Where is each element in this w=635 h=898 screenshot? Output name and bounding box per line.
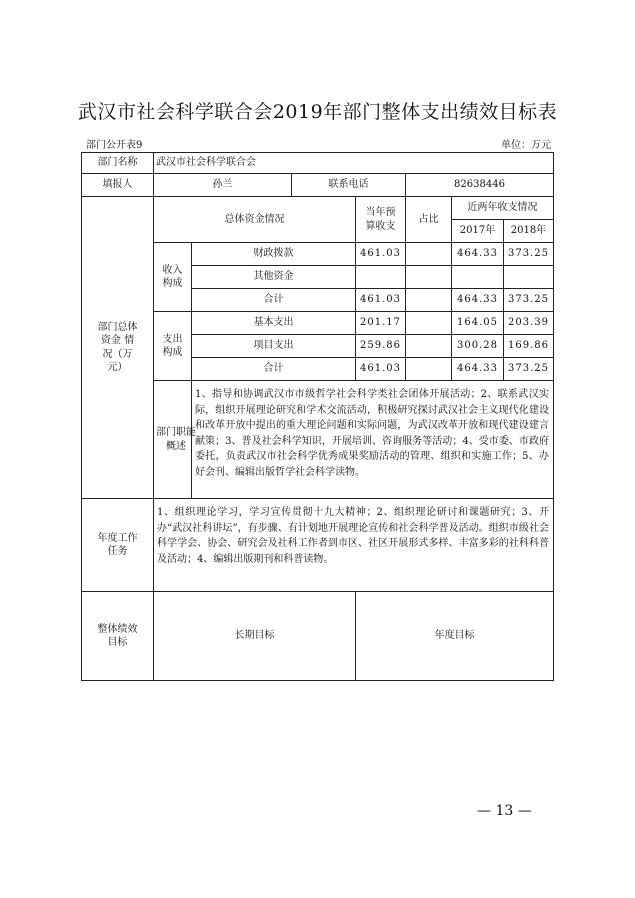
expense-label xyxy=(154,312,192,381)
expense-item-name: 合计 xyxy=(192,358,356,381)
expense-item-name: 基本支出 xyxy=(192,312,356,335)
unit-label: 单位：万元 xyxy=(501,140,551,151)
overall-goals-row xyxy=(82,592,554,681)
budget-header-text: 当年预算收支 xyxy=(365,207,396,232)
annual-goal-header: 年度目标 xyxy=(356,592,554,681)
expense-ratio xyxy=(406,312,452,335)
income-ratio xyxy=(406,243,452,266)
income-budget: 461.03 xyxy=(356,289,406,312)
income-label xyxy=(154,243,192,312)
expense-label-text: 支出构成 xyxy=(162,333,183,358)
expense-2017: 464.33 xyxy=(452,358,504,381)
income-label-text: 收入构成 xyxy=(162,264,183,289)
overall-goals-label xyxy=(82,592,154,681)
dept-name-value: 武汉市社会科学联合会 xyxy=(154,153,554,174)
overall-goals-label-text: 整体绩效目标 xyxy=(97,623,138,648)
expense-budget: 259.86 xyxy=(356,335,406,358)
funds-header-row-1 xyxy=(82,197,554,220)
filler-name: 孙兰 xyxy=(154,174,292,197)
duties-label-text: 部门职能概述 xyxy=(156,427,196,452)
ratio-header: 占比 xyxy=(406,197,452,243)
page-title: 武汉市社会科学联合会2019年部门整体支出绩效目标表 xyxy=(77,101,558,123)
table-number: 部门公开表9 xyxy=(86,140,143,151)
budget-header xyxy=(356,197,406,243)
income-item-name: 其他资金 xyxy=(192,266,356,289)
income-budget xyxy=(356,266,406,289)
duties-label xyxy=(154,381,196,499)
year-2018-header: 2018年 xyxy=(504,220,554,243)
annual-tasks-label-text: 年度工作任务 xyxy=(97,532,138,557)
income-2018: 373.25 xyxy=(504,243,554,266)
long-term-goal-header: 长期目标 xyxy=(154,592,356,681)
expense-2017: 300.28 xyxy=(452,335,504,358)
annual-tasks-row xyxy=(82,499,554,592)
dept-name-row xyxy=(82,153,554,174)
filler-label: 填报人 xyxy=(82,174,154,197)
expense-ratio xyxy=(406,335,452,358)
funds-section-label-text: 部门总体资金 情况（万元） xyxy=(97,321,138,373)
duties-text: 1、指导和协调武汉市市级哲学社会科学类社会团体开展活动；2、联系武汉实际，组织开展理论研究和学术交流活动，积极研究探讨武汉社会主义现代化建设和改革开放中提出的重大理论问题和实际问题，为武汉改革开放和现代建设建言献策；3、普及社会科学知识，开展培训、咨询服务等活动；4、受市委、市政府委托，负责武汉市社会科学优秀成果奖励活动的管理、组织和实施工作；5、办好会刊、编辑出版哲学社会科学读物。 xyxy=(192,381,554,499)
funds-header-label: 总体资金情况 xyxy=(154,197,356,243)
income-item-name: 合计 xyxy=(192,289,356,312)
income-2018: 373.25 xyxy=(504,289,554,312)
phone-value: 82638446 xyxy=(406,174,554,197)
expense-2018: 373.25 xyxy=(504,358,554,381)
expense-budget: 201.17 xyxy=(356,312,406,335)
income-ratio xyxy=(406,289,452,312)
income-ratio xyxy=(406,266,452,289)
income-2017: 464.33 xyxy=(452,243,504,266)
expense-item-name: 项目支出 xyxy=(192,335,356,358)
filler-row xyxy=(82,174,554,197)
income-2017 xyxy=(452,266,504,289)
income-2018 xyxy=(504,266,554,289)
expense-2018: 203.39 xyxy=(504,312,554,335)
income-budget: 461.03 xyxy=(356,243,406,266)
recent-header: 近两年收支情况 xyxy=(452,197,554,220)
funds-section-label xyxy=(82,197,154,499)
income-2017: 464.33 xyxy=(452,289,504,312)
phone-label: 联系电话 xyxy=(292,174,406,197)
page-number: — 13 — xyxy=(477,803,532,819)
expense-ratio xyxy=(406,358,452,381)
dept-name-label: 部门名称 xyxy=(82,153,154,174)
income-item-name: 财政拨款 xyxy=(192,243,356,266)
expense-2018: 169.86 xyxy=(504,335,554,358)
annual-tasks-label xyxy=(82,499,154,592)
performance-table xyxy=(81,152,554,681)
expense-2017: 164.05 xyxy=(452,312,504,335)
annual-tasks-text: 1、组织理论学习，学习宣传贯彻十九大精神；2、组织理论研讨和课题研究；3、开办“武汉社科讲坛”，有步骤、有计划地开展理论宣传和社会科学普及活动。组织市级社会科学学会、协会、研究会及社科工作者到市区、社区开展形式多样、丰富多彩的社科科普及活动；4、编辑出版期刊和科普读物。 xyxy=(154,499,554,592)
expense-budget: 461.03 xyxy=(356,358,406,381)
year-2017-header: 2017年 xyxy=(452,220,504,243)
